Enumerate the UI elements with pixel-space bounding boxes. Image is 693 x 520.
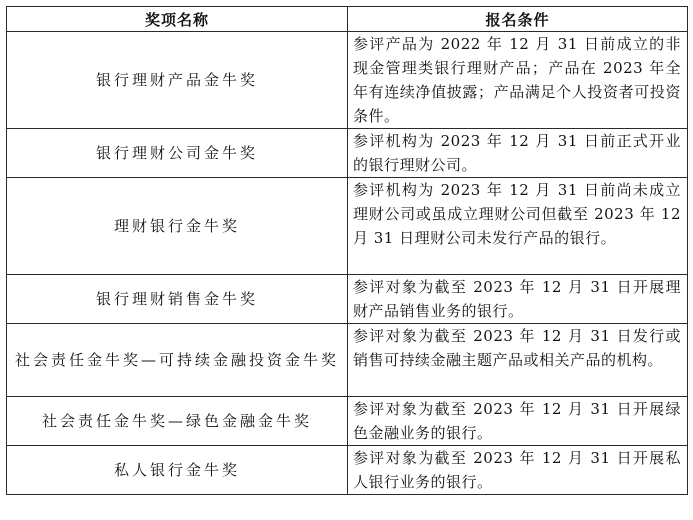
condition-cell: 参评对象为截至 2023 年 12 月 31 日开展理财产品销售业务的银行。 <box>348 275 688 324</box>
condition-cell: 参评产品为 2022 年 12 月 31 日前成立的非现金管理类银行理财产品；产品在 2023 年全年有连续净值披露；产品满足个人投资者可投资条件。 <box>348 32 688 129</box>
table-row <box>7 324 688 397</box>
header-conditions: 报名条件 <box>348 7 688 32</box>
award-name-cell: 社会责任金牛奖—绿色金融金牛奖 <box>7 397 348 446</box>
table-row <box>7 129 688 178</box>
condition-cell: 参评对象为截至 2023 年 12 月 31 日开展绿色金融业务的银行。 <box>348 397 688 446</box>
award-name-cell: 理财银行金牛奖 <box>7 178 348 275</box>
award-name-cell: 银行理财产品金牛奖 <box>7 32 348 129</box>
table-row <box>7 178 688 275</box>
header-row <box>7 7 688 32</box>
condition-cell: 参评对象为截至 2023 年 12 月 31 日开展私人银行业务的银行。 <box>348 446 688 495</box>
award-name-cell: 银行理财公司金牛奖 <box>7 129 348 178</box>
award-name-cell: 银行理财销售金牛奖 <box>7 275 348 324</box>
condition-cell: 参评机构为 2023 年 12 月 31 日前尚未成立理财公司或虽成立理财公司但截至 2023 年 12 月 31 日理财公司未发行产品的银行。 <box>348 178 688 275</box>
table-row <box>7 446 688 495</box>
table-row <box>7 397 688 446</box>
awards-table <box>6 6 688 495</box>
table-row <box>7 275 688 324</box>
condition-cell: 参评机构为 2023 年 12 月 31 日前正式开业的银行理财公司。 <box>348 129 688 178</box>
table-row <box>7 32 688 129</box>
header-award-name: 奖项名称 <box>7 7 348 32</box>
award-name-cell: 私人银行金牛奖 <box>7 446 348 495</box>
award-name-cell: 社会责任金牛奖—可持续金融投资金牛奖 <box>7 324 348 397</box>
condition-cell: 参评对象为截至 2023 年 12 月 31 日发行或销售可持续金融主题产品或相关产品的机构。 <box>348 324 688 397</box>
